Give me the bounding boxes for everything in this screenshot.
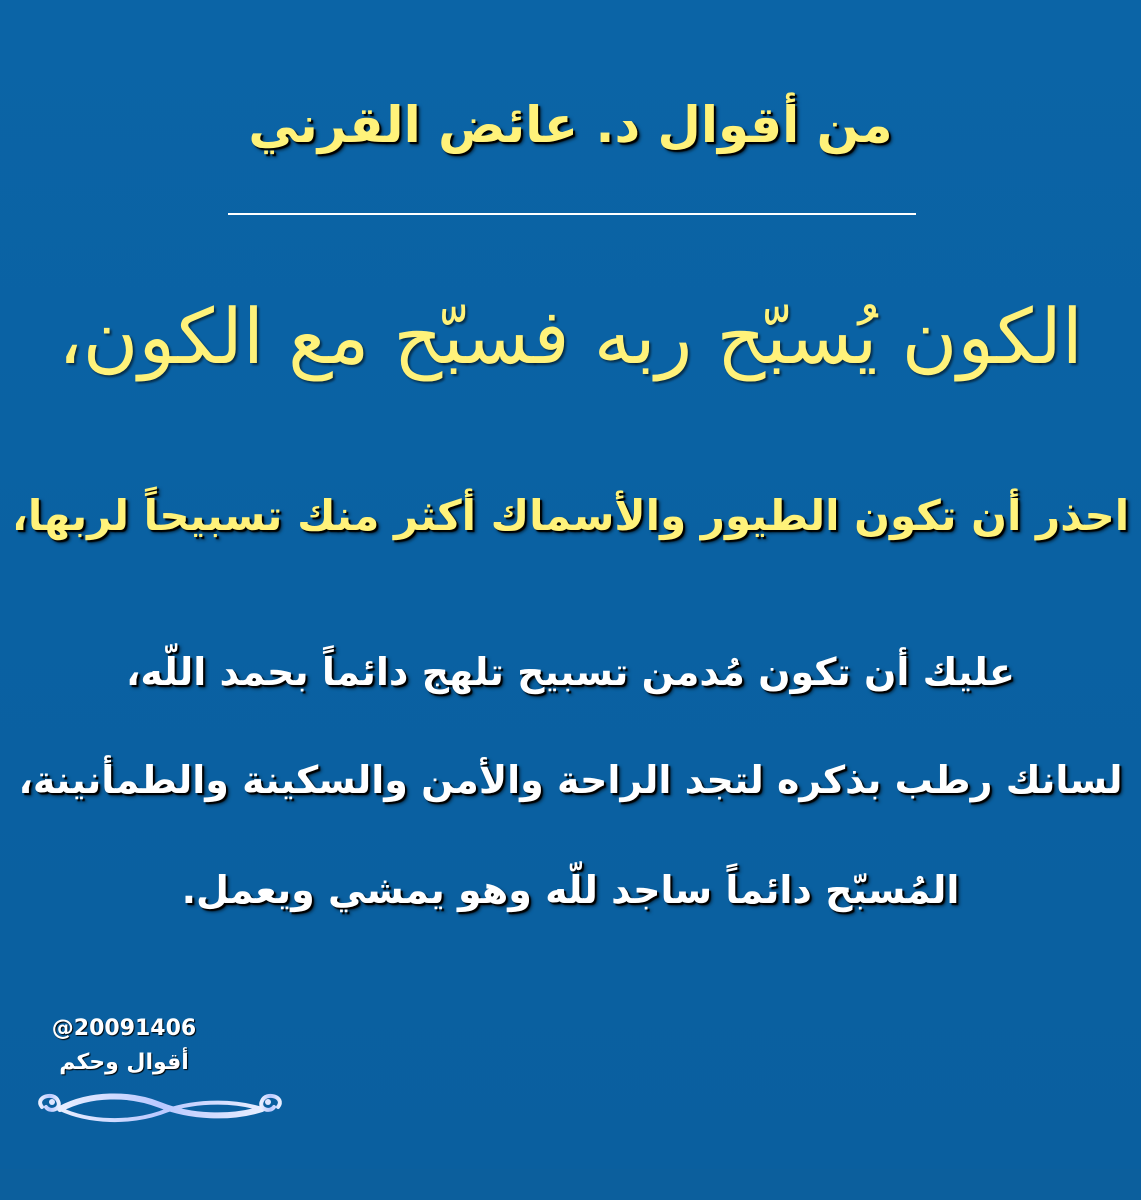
signature-brand: أقوال وحكم bbox=[59, 1050, 189, 1075]
body-line-3: المُسبّح دائماً ساجد للّه وهو يمشي ويعمل. bbox=[181, 868, 960, 912]
heading-divider bbox=[228, 213, 916, 215]
signature-handle: @20091406 bbox=[51, 1016, 197, 1041]
body-line-1: عليك أن تكون مُدمن تسبيح تلهج دائماً بحمد اللّه، bbox=[126, 650, 1015, 694]
card-bottom-strip bbox=[0, 1169, 1141, 1200]
quote-heading: من أقوال د. عائض القرني bbox=[248, 96, 893, 154]
decorative-swirl-icon bbox=[30, 1083, 290, 1135]
warning-line: احذر أن تكون الطيور والأسماك أكثر منك تسبيحاً لربها، bbox=[11, 491, 1130, 540]
calligraphy-line: الكون يُسبّح ربه فسبّح مع الكون، bbox=[58, 292, 1083, 381]
body-line-2: لسانك رطب بذكره لتجد الراحة والأمن والسكينة والطمأنينة، bbox=[18, 758, 1123, 802]
